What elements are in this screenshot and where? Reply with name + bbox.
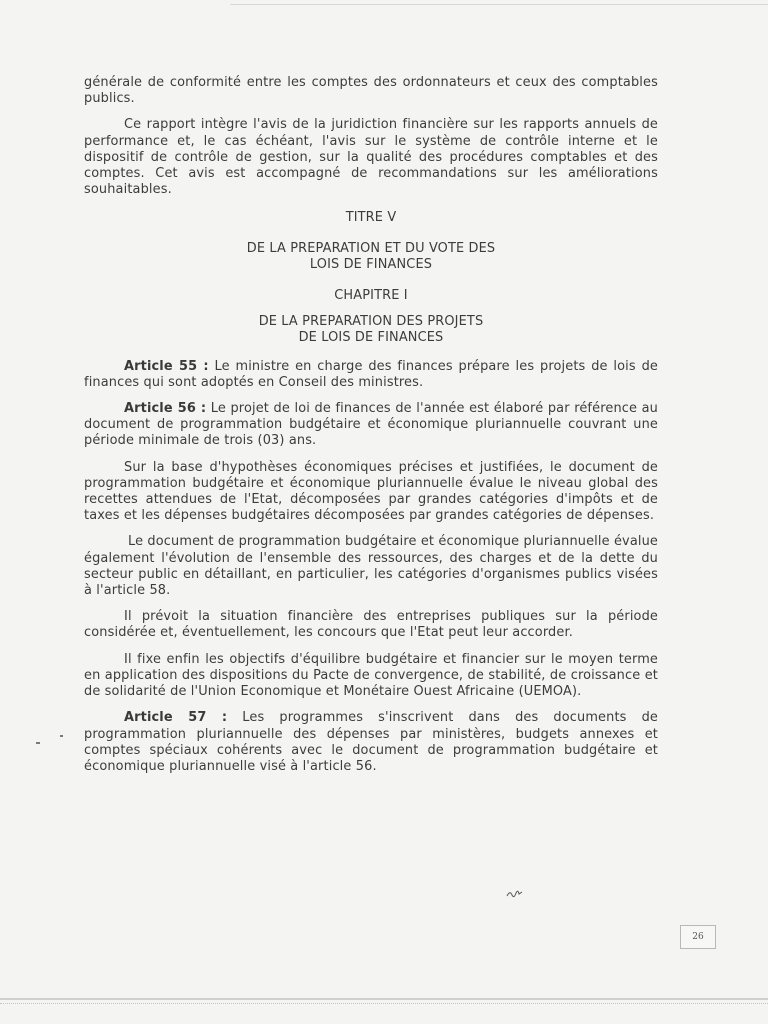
article-55-label: Article 55 : (124, 358, 209, 374)
body-paragraph-1: Sur la base d'hypothèses économiques précises et justifiées, le document de programmation budgétaire et économique pluriannuelle évalue le niveau global des recettes attendues de l'Etat, décomposées par grandes catégories d'impôts et de taxes et les dépenses budgétaires décomposées par grandes catégories de dépenses. (84, 459, 658, 524)
initials-mark (506, 888, 524, 900)
body-paragraph-3: Il prévoit la situation financière des entreprises publiques sur la période considérée et, éventuellement, les concours que l'Etat peut leur accorder. (84, 609, 658, 641)
article-56-text: Le projet de loi de finances de l'année est élaboré par référence au document de programmation budgétaire et économique pluriannuelle couvrant une période minimale de trois (03) ans. (84, 401, 659, 449)
margin-mark (36, 742, 40, 744)
scan-edge-bottom (0, 998, 768, 1000)
intro-paragraph-2: Ce rapport intègre l'avis de la juridiction financière sur les rapports annuels de performance et, le cas échéant, l'avis sur le système de contrôle interne et le dispositif de contrôle de gestion, sur la qualité des procédures comptables et des comptes. Cet avis est accompagné de recommandations sur les améliorations souhaitables. (84, 117, 658, 198)
article-57-label: Article 57 : (124, 710, 228, 726)
page-number: 26 (680, 925, 716, 949)
body-text (84, 75, 658, 785)
article-56 (84, 401, 658, 450)
title-subtitle-line2: LOIS DE FINANCES (309, 256, 433, 272)
chapter-subtitle-line1: DE LA PREPARATION DES PROJETS (258, 314, 484, 330)
article-57 (84, 710, 658, 775)
intro-paragraph-1: générale de conformité entre les comptes des ordonnateurs et ceux des comptables publics. (84, 75, 658, 107)
margin-mark (60, 735, 63, 737)
title-subtitle-line1: DE LA PREPARATION ET DU VOTE DES (246, 240, 496, 256)
article-57-text: Les programmes s'inscrivent dans des documents de programmation pluriannuelle des dépenses par ministères, budgets annexes et comptes spéciaux cohérents avec le document de programmation budgétaire et économique pluriannuelle visé à l'article 56. (84, 710, 658, 774)
article-55-text: Le ministre en charge des finances prépare les projets de lois de finances qui sont adoptés en Conseil des ministres. (84, 358, 658, 390)
article-56-label: Article 56 : (124, 401, 207, 417)
chapter-heading: CHAPITRE I (334, 288, 408, 304)
scan-noise-line (0, 1003, 768, 1005)
body-paragraph-4: Il fixe enfin les objectifs d'équilibre budgétaire et financier sur le moyen terme en application des dispositions du Pacte de convergence, de stabilité, de croissance et de solidarité de l'Union Economique et Monétaire Ouest Africaine (UEMOA). (84, 651, 658, 700)
article-55 (84, 359, 658, 391)
scan-edge-top (230, 4, 768, 5)
chapter-subtitle-line2: DE LOIS DE FINANCES (298, 330, 444, 346)
title-heading: TITRE V (345, 210, 397, 226)
body-paragraph-2: Le document de programmation budgétaire et économique pluriannuelle évalue également l'évolution de l'ensemble des ressources, des charges et de la dette du secteur public en détaillant, en particulier, les catégories d'organismes publics visées à l'article 58. (84, 534, 658, 599)
